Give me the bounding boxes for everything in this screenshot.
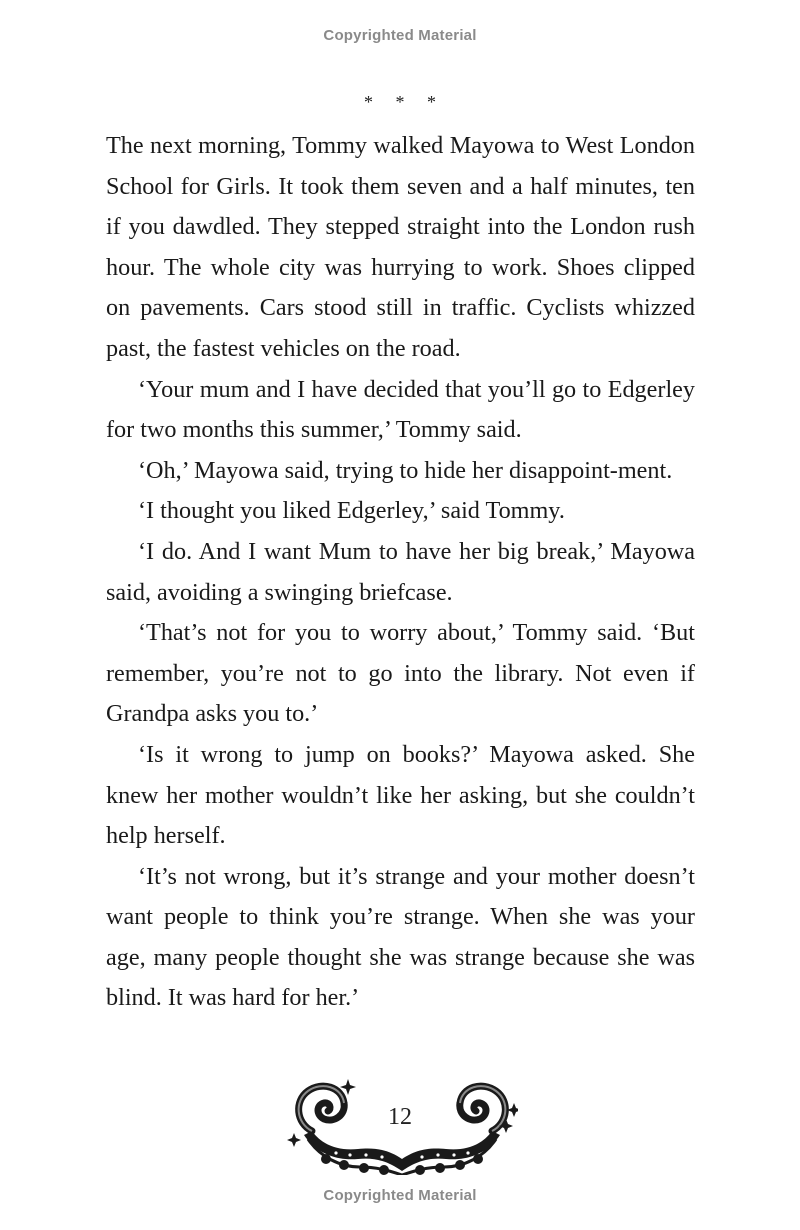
- page-number: 12: [388, 1104, 412, 1130]
- paragraph: ‘That’s not for you to worry about,’ Tommy said. ‘But remember, you’re not to go into the library. Not even if Grandpa asks you to.’: [106, 619, 695, 728]
- page-body: [106, 126, 695, 1019]
- copyright-watermark-bottom: Copyrighted Material: [323, 1187, 477, 1204]
- paragraph: ‘I thought you liked Edgerley,’ said Tommy.: [138, 497, 565, 525]
- paragraph: ‘Is it wrong to jump on books?’ Mayowa asked. She knew her mother wouldn’t like her asking, but she couldn’t help herself.: [106, 740, 695, 850]
- paragraph: ‘It’s not wrong, but it’s strange and your mother doesn’t want people to think you’re strange. When she was your age, many people thought she was strange because she was blind. It was hard for her.’: [106, 862, 695, 1012]
- paragraph: ‘Oh,’ Mayowa said, trying to hide her disappoint-ment.: [138, 456, 673, 484]
- section-break: * * *: [364, 92, 436, 112]
- paragraph: ‘I do. And I want Mum to have her big break,’ Mayowa said, avoiding a swinging briefcase.: [106, 537, 695, 606]
- paragraph: The next morning, Tommy walked Mayowa to West London School for Girls. It took them seven and a half minutes, ten if you dawdled. They stepped straight into the London rush hour. The whole city was hurrying to work. Shoes clipped on pavements. Cars stood still in traffic. Cyclists whizzed past, the fastest vehicles on the road.: [106, 132, 695, 362]
- copyright-watermark-top: Copyrighted Material: [323, 27, 477, 44]
- paragraph: ‘Your mum and I have decided that you’ll go to Edgerley for two months this summer,’ Tommy said.: [106, 375, 695, 444]
